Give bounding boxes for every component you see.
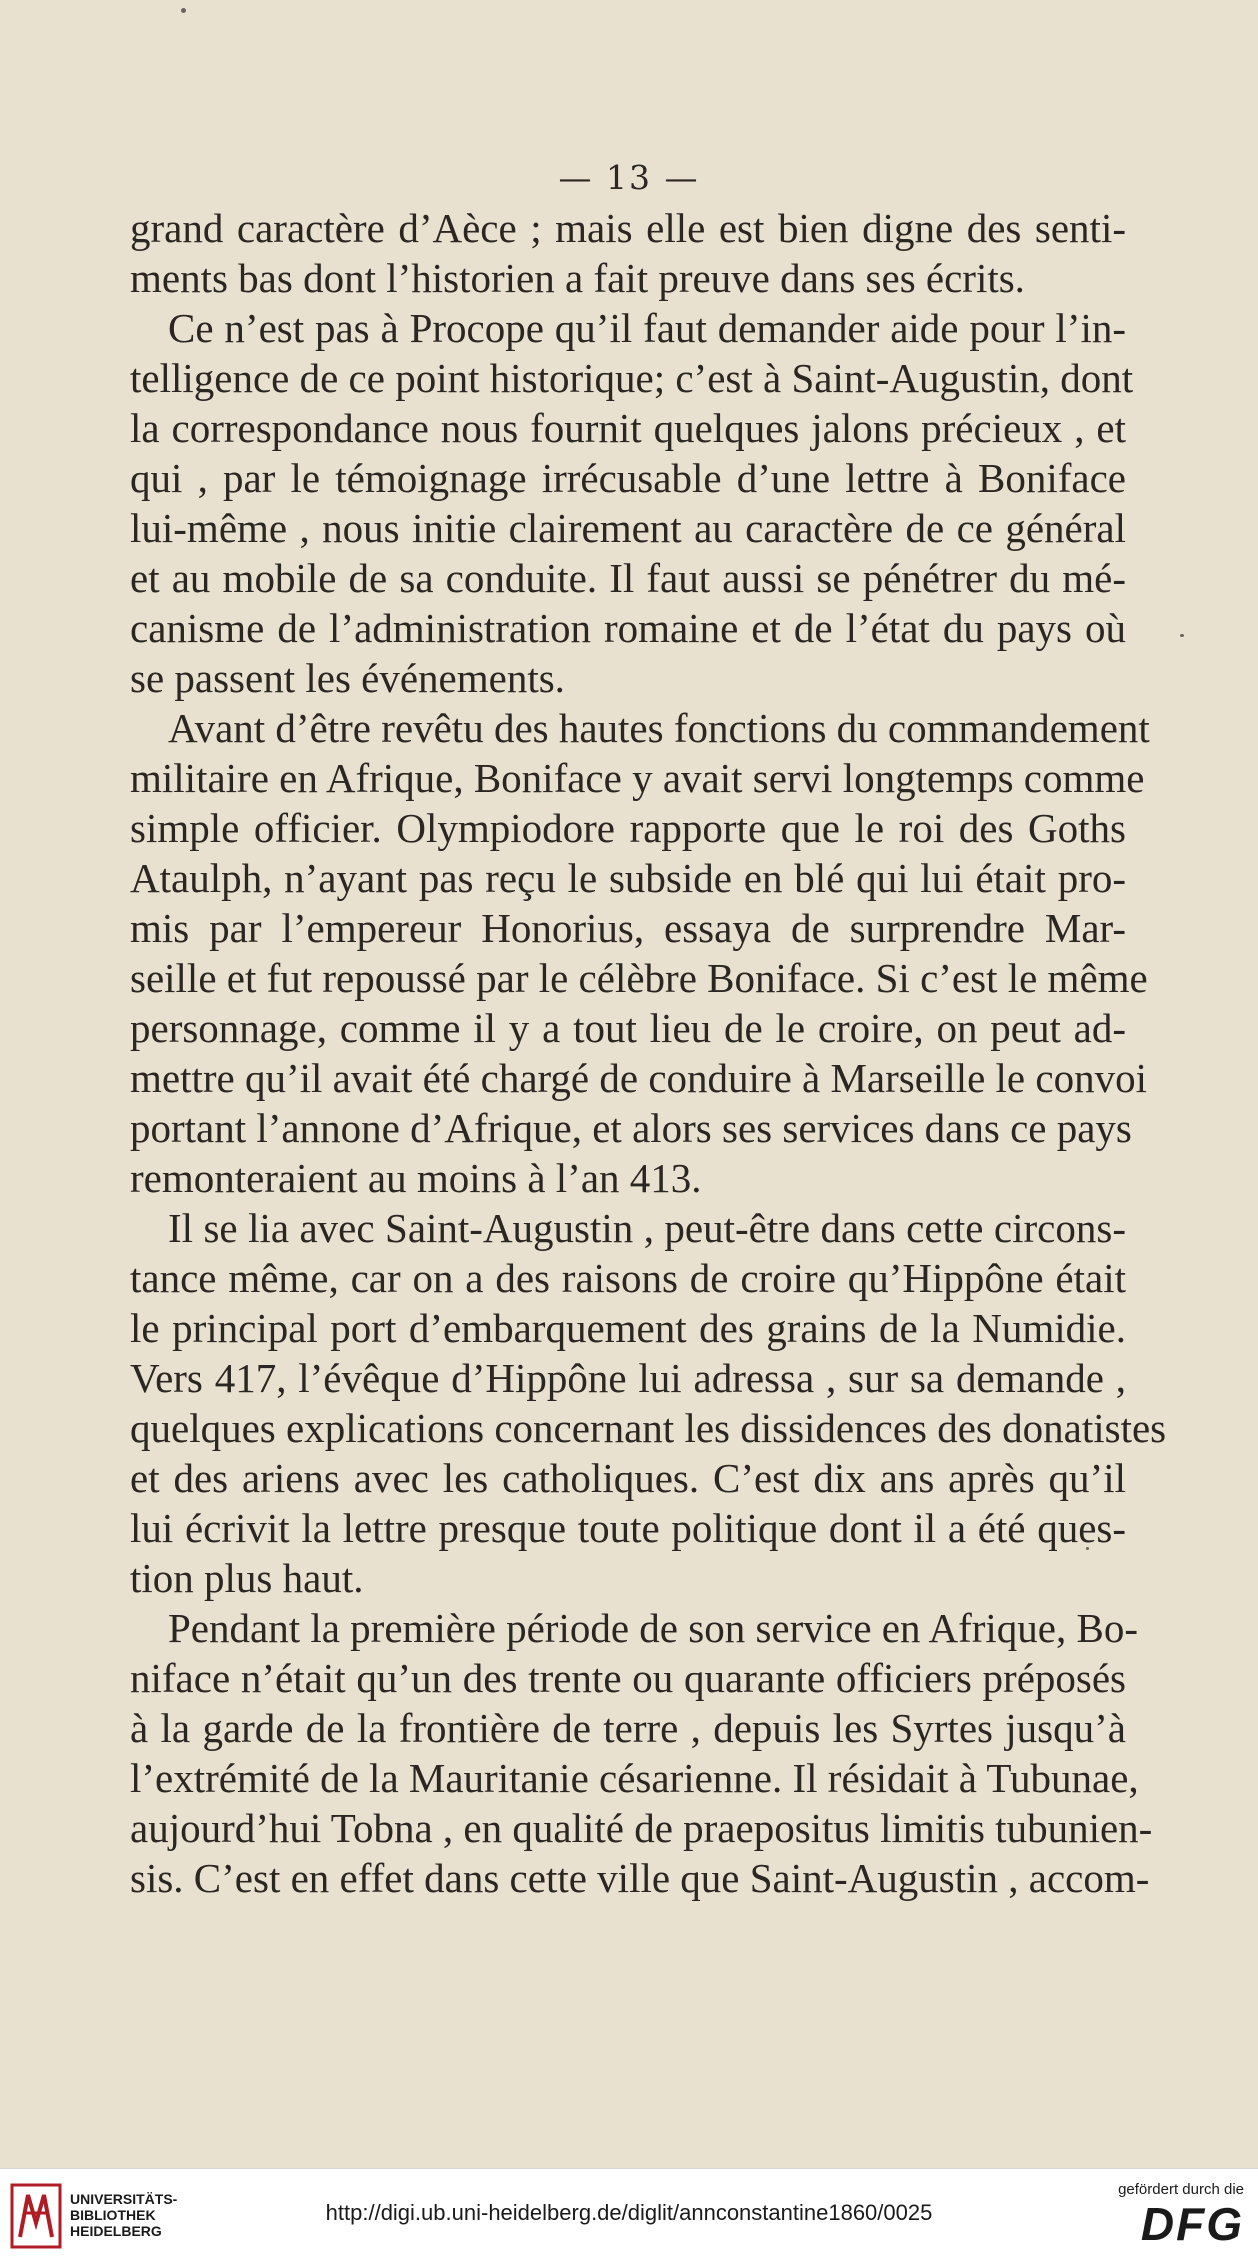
text-line: personnage, comme il y a tout lieu de le croire, on peut ad- <box>130 1005 1126 1051</box>
ink-speck <box>181 8 186 13</box>
text-line: mettre qu’il avait été chargé de conduire à Marseille le convoi <box>130 1055 1147 1101</box>
text-line: lui-même , nous initie clairement au caractère de ce général <box>130 505 1126 551</box>
text-line: militaire en Afrique, Boniface y avait servi longtemps comme <box>130 755 1145 801</box>
institution-line: HEIDELBERG <box>70 2223 162 2239</box>
text-line: Vers 417, l’évêque d’Hippône lui adressa , sur sa demande , <box>130 1355 1126 1401</box>
page-number: — 13 — <box>558 158 700 197</box>
text-line: Ce n’est pas à Procope qu’il faut demander aide pour l’in- <box>168 305 1126 351</box>
text-line: seille et fut repoussé par le célèbre Boniface. Si c’est le même <box>130 955 1148 1001</box>
text-line: niface n’était qu’un des trente ou quarante officiers préposés <box>130 1655 1126 1701</box>
text-line: le principal port d’embarquement des grains de la Numidie. <box>130 1305 1126 1351</box>
text-line: tion plus haut. <box>130 1555 364 1601</box>
digitization-footer <box>0 2168 1258 2260</box>
text-line: Ataulph, n’ayant pas reçu le subside en blé qui lui était pro- <box>130 855 1126 901</box>
text-line: quelques explications concernant les dissidences des donatistes <box>130 1405 1167 1451</box>
funder-logo <box>1094 2181 1244 2253</box>
text-line: Pendant la première période de son service en Afrique, Bo- <box>168 1605 1138 1651</box>
text-line: telligence de ce point historique; c’est à Saint-Augustin, dont <box>130 355 1134 401</box>
text-line: remonteraient au moins à l’an 413. <box>130 1155 702 1201</box>
text-line: la correspondance nous fournit quelques jalons précieux , et <box>130 405 1126 451</box>
text-line: Avant d’être revêtu des hautes fonctions du commandement <box>168 705 1150 751</box>
text-line: et au mobile de sa conduite. Il faut aussi se pénétrer du mé- <box>130 555 1126 601</box>
text-line: Il se lia avec Saint-Augustin , peut-être dans cette circons- <box>168 1205 1126 1251</box>
text-line: lui écrivit la lettre presque toute politique dont il a été ques- <box>130 1505 1126 1551</box>
text-line: et des ariens avec les catholiques. C’est dix ans après qu’il <box>130 1455 1126 1501</box>
text-line: à la garde de la frontière de terre , depuis les Syrtes jusqu’à <box>130 1705 1126 1751</box>
text-line: qui , par le témoignage irrécusable d’une lettre à Boniface <box>130 455 1126 501</box>
text-line: simple officier. Olympiodore rapporte que le roi des Goths <box>130 805 1126 851</box>
text-line: portant l’annone d’Afrique, et alors ses services dans ce pays <box>130 1105 1132 1151</box>
source-url-link[interactable]: http://digi.ub.uni-heidelberg.de/diglit/annconstantine1860/0025 <box>325 2200 933 2225</box>
text-line: canisme de l’administration romaine et de l’état du pays où <box>130 605 1126 651</box>
text-line: ments bas dont l’historien a fait preuve dans ses écrits. <box>130 255 1025 301</box>
text-line: se passent les événements. <box>130 655 565 701</box>
text-line: tance même, car on a des raisons de croire qu’Hippône était <box>130 1255 1126 1301</box>
body-text <box>130 203 1167 1903</box>
funder-caption: gefördert durch die <box>1118 2181 1244 2198</box>
text-line: mis par l’empereur Honorius, essaya de surprendre Mar- <box>130 905 1126 951</box>
text-line: l’extrémité de la Mauritanie césarienne. Il résidait à Tubunae, <box>130 1755 1139 1801</box>
institution-line: BIBLIOTHEK <box>70 2207 156 2223</box>
text-line: sis. C’est en effet dans cette ville que Saint-Augustin , accom- <box>130 1855 1150 1901</box>
institution-line: UNIVERSITÄTS- <box>70 2191 178 2207</box>
ink-speck <box>1180 634 1184 637</box>
dfg-logo-text: DFG <box>1140 2198 1244 2250</box>
text-line: aujourd’hui Tobna , en qualité de praepositus limitis tubunien- <box>130 1805 1153 1851</box>
text-line: grand caractère d’Aèce ; mais elle est bien digne des senti- <box>130 205 1126 251</box>
